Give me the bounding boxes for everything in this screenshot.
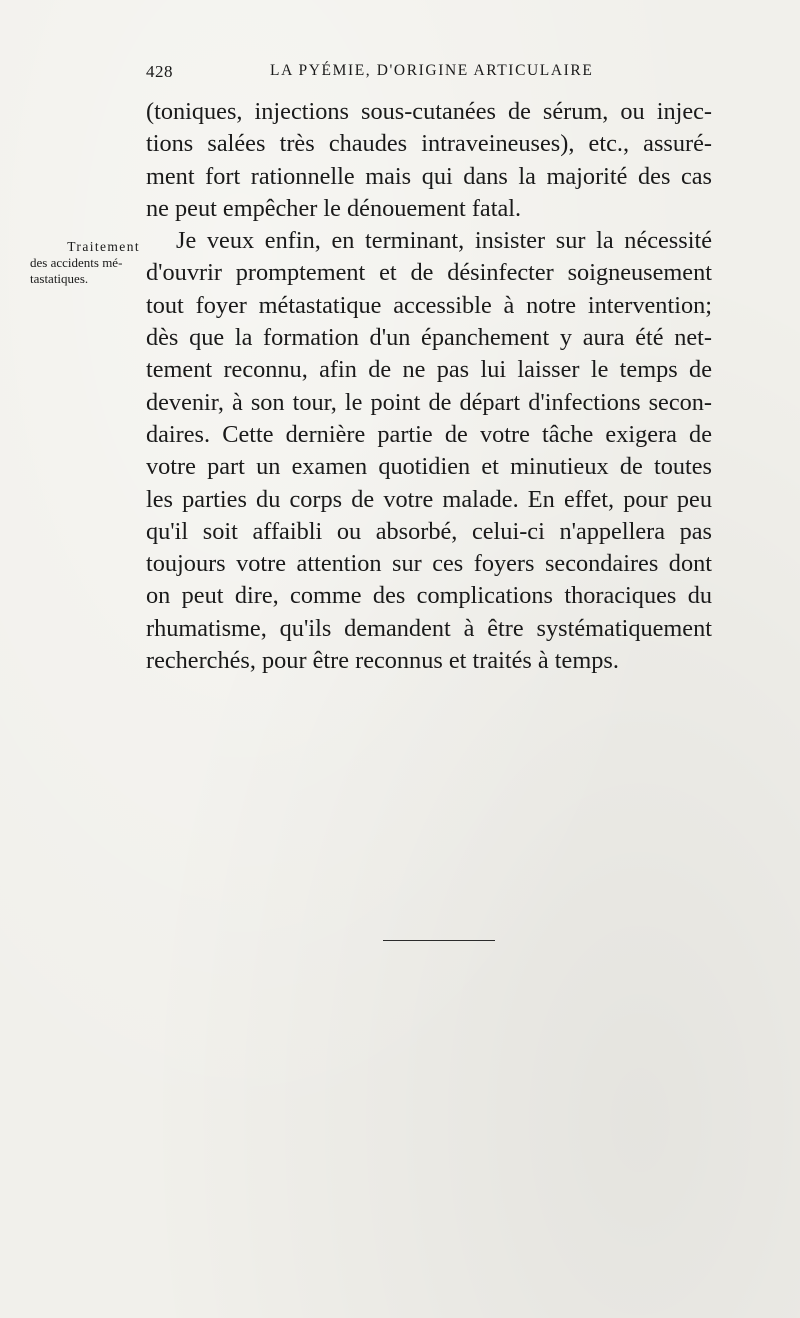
text-line: ne peut empêcher le dénouement fatal.	[146, 194, 522, 222]
margin-note-line: tastatiques.	[30, 271, 89, 286]
text-line: on peut dire, comme des complications thoraciques du	[146, 582, 712, 610]
text-line: d'ouvrir promptement et de désinfecter soigneusement	[146, 259, 712, 287]
margin-note-line: Traitement	[67, 239, 140, 254]
text-line: tement reconnu, afin de ne pas lui laisser le temps de	[146, 356, 712, 384]
text-line: dès que la formation d'un épanchement y aura été net-	[146, 324, 712, 352]
text-line: tout foyer métastatique accessible à notre intervention;	[146, 291, 712, 319]
page-number: 428	[146, 62, 173, 81]
text-line: devenir, à son tour, le point de départ d'infections secon-	[146, 388, 712, 416]
margin-note	[30, 239, 140, 287]
text-line: (toniques, injections sous-cutanées de sérum, ou injec-	[146, 98, 712, 125]
text-line: daires. Cette dernière partie de votre tâche exigera de	[146, 420, 712, 448]
body-text	[146, 96, 712, 677]
text-line: Je veux enfin, en terminant, insister sur la nécessité	[176, 227, 712, 255]
margin-note-line: des accidents mé-	[30, 255, 123, 270]
text-line: rhumatisme, qu'ils demandent à être systématiquement	[146, 614, 712, 642]
running-title: LA PYÉMIE, D'ORIGINE ARTICULAIRE	[270, 62, 594, 79]
text-line: toujours votre attention sur ces foyers secondaires dont	[146, 550, 712, 578]
section-divider	[383, 940, 495, 941]
text-line: ment fort rationnelle mais qui dans la majorité des cas	[146, 162, 712, 190]
text-line: les parties du corps de votre malade. En effet, pour peu	[146, 485, 712, 513]
text-line: votre part un examen quotidien et minutieux de toutes	[146, 453, 712, 481]
text-line: tions salées très chaudes intraveineuses), etc., assuré-	[146, 130, 712, 158]
text-line: recherchés, pour être reconnus et traités à temps.	[146, 647, 619, 675]
page-header	[146, 60, 716, 88]
text-line: qu'il soit affaibli ou absorbé, celui-ci n'appellera pas	[146, 517, 712, 545]
